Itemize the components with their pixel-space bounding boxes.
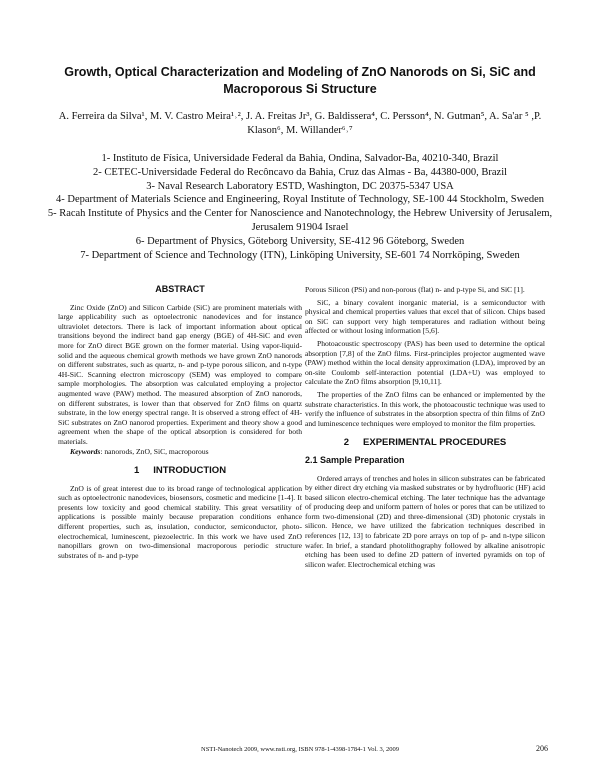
section-2-title: EXPERIMENTAL PROCEDURES	[363, 437, 507, 449]
paper-title: Growth, Optical Characterization and Modeling of ZnO Nanorods on Si, SiC and Macroporous Si Structure	[64, 65, 536, 96]
affiliation-list	[40, 152, 560, 262]
affiliation-4: 4- Department of Materials Science and Engineering, Royal Institute of Technology, SE-100 44 Stockholm, Sweden	[56, 194, 544, 206]
affiliation-3: 3- Naval Research Laboratory ESTD, Washington, DC 20375-5347 USA	[146, 180, 454, 192]
intro-number: 1	[133, 465, 140, 477]
abstract-heading: ABSTRACT	[155, 284, 205, 294]
abstract-text: Zinc Oxide (ZnO) and Silicon Carbide (SiC) are prominent materials with large applicability such as optoelectronic nanodevices and for instance ultraviolet detectors. There is lack of important information about optical transitions beyond the indirect band gap energy (BGE) of 4H-SiC and even more for ZnO direct BGE grown on the former material. Using vapor-liquid-solid and the aqueous chemical growth methods we have grown ZnO nanorods on different substrates, such as quartz, n- and p-type porous silicon, and n-type 4H-SiC. Scanning electron microscopy (SEM) was employed to compare sample morphologies. The absorption was calculated employing a projector augmented wave (PAW) method. The measured absorption of ZnO nanorods, on different substrates, is lower than that observed for ZnO films on quartz substrate, in the low energy spectral range. It is observed a strong effect of 4H-SiC substrates on ZnO nanorod properties. Experiment and theory show a good agreement when the shape of the optical absorption is considered for both materials.	[58, 302, 302, 446]
right-paragraph-1: Porous Silicon (PSi) and non-porous (flat) n- and p-type Si, and SiC [1].	[305, 285, 525, 294]
author-list: A. Ferreira da Silva¹, M. V. Castro Meira¹˒², J. A. Freitas Jr³, G. Baldissera⁴, C. Persson⁴, N. Gutman⁵, A. Sa'ar ⁵ ,P. Klason⁶, M. Willander⁶˒⁷	[58, 111, 542, 136]
keywords-label: Keywords	[70, 446, 101, 456]
keywords	[58, 447, 302, 457]
affiliation-1: 1- Instituto de Física, Universidade Federal da Bahia, Ondina, Salvador-Ba, 40210-340, Brazil	[101, 153, 499, 164]
intro-text: ZnO is of great interest due to its broad range of technological application such as optoelectronic nanodevices, biosensors, cosmetic and medicine [1-4]. It presents low toxicity and good chemical stability. This great versatility of applications is possible mainly because preparation conditions enhance different properties, such as, insulation, conductor, semiconductor, photo-electrochemical, luminescent, piezoelectric. In this work we have used ZnO nanopillars grown on two-dimensional macroporous periodic structure substrates of n- and p-type	[58, 483, 302, 560]
right-paragraph-3: Photoacoustic spectroscopy (PAS) has been used to determine the optical absorption [7,8] of the ZnO films. First-principles projector augmented wave (PAW) method within the local density approximation (LDA), improved by an on-site Coulomb self-interaction potential (LDA+U) was employed to calculate the ZnO films absorption [9,10,11].	[305, 338, 545, 387]
page-number: 206	[536, 744, 548, 753]
affiliation-5: 5- Racah Institute of Physics and the Center for Nanoscience and Nanotechnology, the Hebrew University of Jerusalem, Jerusalem 91904 Israel	[47, 208, 553, 233]
affiliation-6: 6- Department of Physics, Göteborg University, SE-412 96 Göteborg, Sweden	[135, 235, 465, 247]
right-column	[305, 285, 545, 569]
keywords-list: : nanorods, ZnO, SiC, macroporous	[100, 446, 209, 456]
subsection-2-1-heading: 2.1 Sample Preparation	[305, 454, 405, 465]
left-column	[58, 285, 302, 560]
affiliation-7: 7- Department of Science and Technology (ITN), Linköping University, SE-601 74 Norrköping, Sweden	[80, 249, 520, 261]
right-paragraph-4: The properties of the ZnO films can be enhanced or implemented by the substrate characteristics. In this work, the photoacoustic technique was used to verify the influence of substrates in the absorption spectra of thin films of ZnO and luminescence techniques were employed to monitor the film properties.	[305, 389, 545, 428]
section-2-heading	[305, 438, 545, 448]
affiliation-2: 2- CETEC-Universidade Federal do Recôncavo da Bahia, Cruz das Almas - Ba, 44380-000, Brazil	[92, 166, 508, 178]
intro-heading	[58, 466, 302, 476]
right-paragraph-5: Ordered arrays of trenches and holes in silicon substrates can be fabricated by either direct dry etching via masked substrates or by hydrofluoric (HF) acid based silicon electro-chemical etching. The later technique has the advantage of producing deep and uniform pattern of holes or pores that can be utilized to form two-dimensional (2D) and three-dimensional (3D) photonic crystals in silicon. Hence, we have utilized the fabrication techniques described in references [12, 13] to fabricate 2D pore arrays on top of p- and n-type silicon wafer. In brief, a standard photolithography followed by alkaline anisotropic etching has been used to define 2D pattern of inverted pyramids on top of silicon wafer. Electrochemical etching was	[305, 473, 545, 569]
intro-title: INTRODUCTION	[153, 465, 227, 477]
section-2-number: 2	[343, 437, 350, 449]
right-paragraph-2: SiC, a binary covalent inorganic material, is a semiconductor with physical and chemical properties values that excel that of silicon. Chips based on SiC can support very high temperatures and radiation without being affected or without losing information [5,6].	[305, 297, 545, 336]
page-footer: NSTI-Nanotech 2009, www.nsti.org, ISBN 978-1-4398-1784-1 Vol. 3, 2009	[201, 746, 399, 753]
